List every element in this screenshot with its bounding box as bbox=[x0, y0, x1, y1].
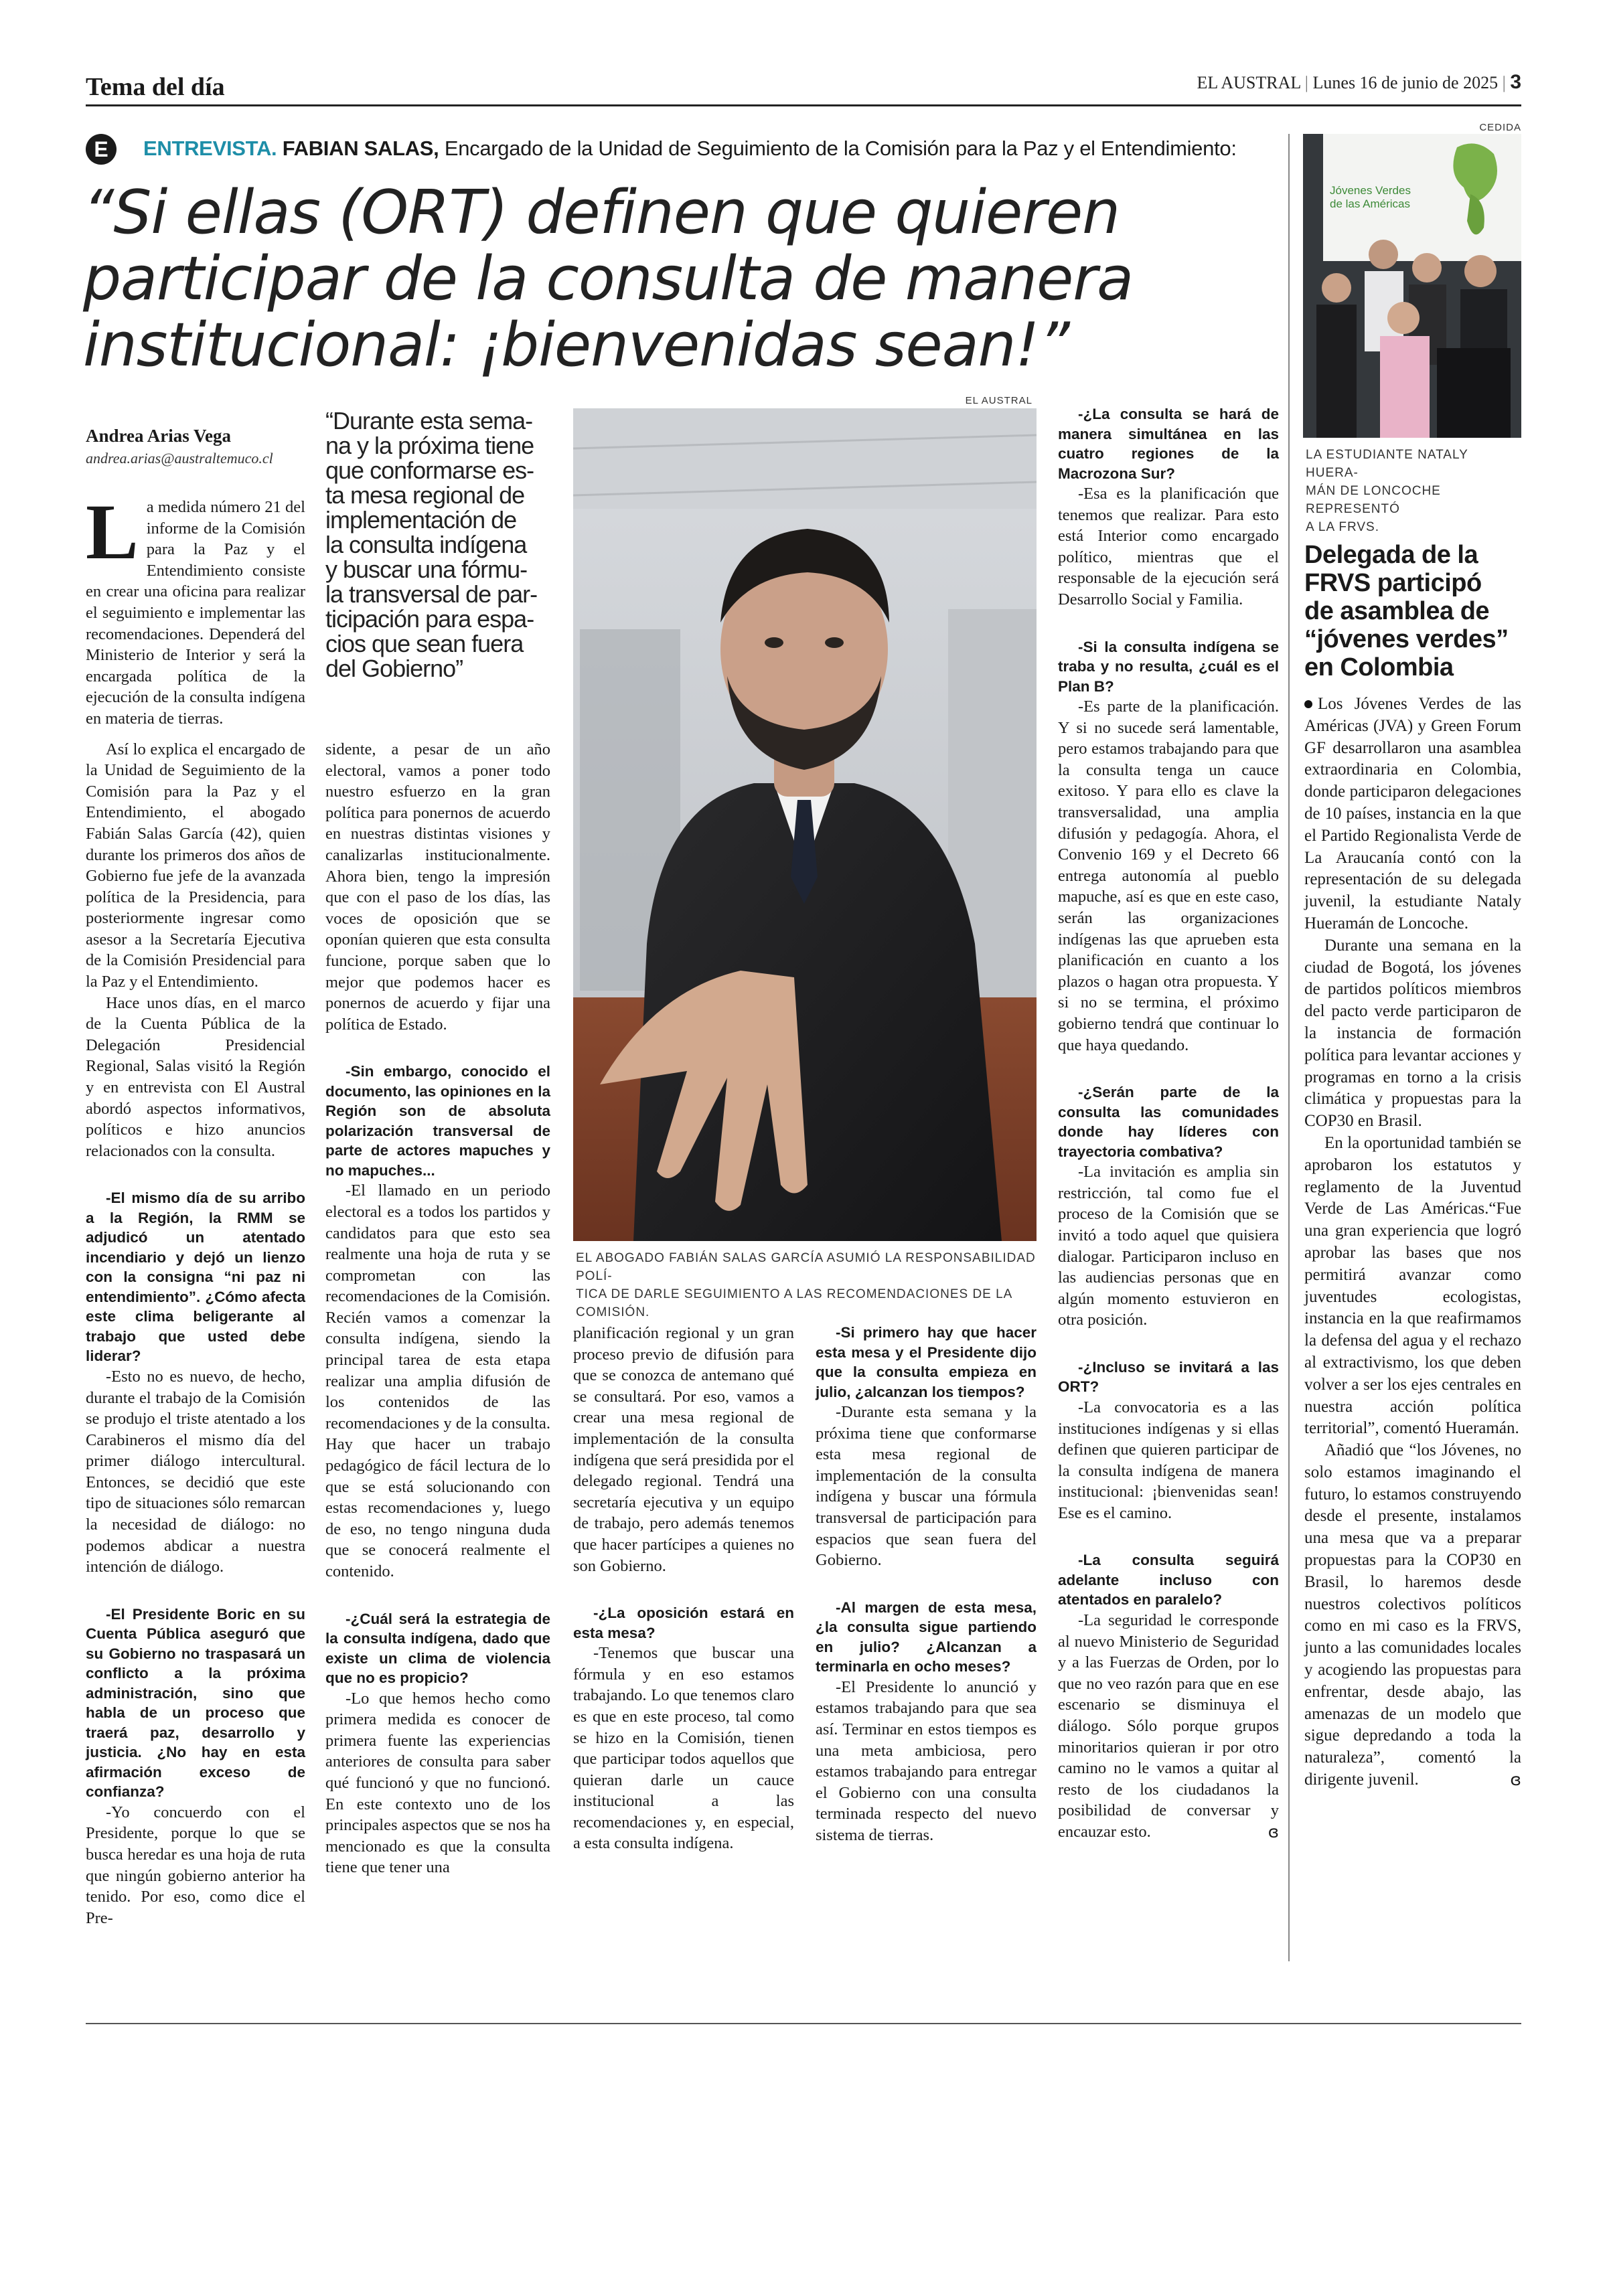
interview-answer: -Durante esta semana y la próxima tiene que conformarse esta mesa regional de implementación de la consulta indígena y buscar una fórmula transversal de participación para espacios que sean fuera del Gobierno. bbox=[816, 1403, 1037, 1570]
kicker-name: FABIAN SALAS, bbox=[282, 137, 439, 160]
interviewee-portrait bbox=[573, 408, 1037, 1241]
sidebar-paragraph: Durante una semana en la ciudad de Bogotá, los jóvenes de partidos políticos miembros del pacto verde participaron de la instancia de formación política para levantar acciones y programas en torno a la crisis climática y propuestas para la COP30 en Brasil. bbox=[1304, 936, 1521, 1131]
sidebar-photo-credit: CEDIDA bbox=[1479, 122, 1521, 133]
kicker-role: Encargado de la Unidad de Seguimiento de la Comisión para la Paz y el Entendimiento: bbox=[444, 137, 1237, 160]
interview-question: -El mismo día de su arribo a la Región, la RMM se adjudicó un atentado incendiario y dejó un lienzo con la consigna “ni paz ni entendimiento”. ¿Cómo afecta este clima beligerante al trabajo que usted debe liderar? bbox=[86, 1190, 305, 1365]
group-photo bbox=[1303, 134, 1521, 438]
interview-answer: -La invitación es amplia sin restricción, tal como fue el proceso de la Comisión que se invitó a todo aquel que quisiera dialogar. Participaron incluso en las audiencias personas que en algún momento estuvieron en otra posición. bbox=[1058, 1163, 1279, 1329]
interview-question: -¿Serán parte de la consulta las comunidades donde hay líderes con trayectoria combativa? bbox=[1058, 1084, 1279, 1160]
sidebar-lead-text: Los Jóvenes Verdes de las Américas (JVA) y Green Forum GF desarrollaron una asamblea extraordinaria en Colombia, donde participaron delegaciones de 10 países, instancia en la que el Partido Regionalista Verde de La Araucanía contó con la representación de su delegada juvenil, la estudiante Nataly Hueramán de Loncoche. bbox=[1304, 695, 1521, 932]
interview-question: -¿La oposición estará en esta mesa? bbox=[573, 1605, 794, 1641]
pull-quote bbox=[325, 408, 566, 681]
interview-question: -La consulta seguirá adelante incluso con atentados en paralelo? bbox=[1058, 1552, 1279, 1609]
pull-quote-line: y buscar una fórmu- bbox=[325, 556, 528, 583]
pull-quote-line: “Durante esta sema- bbox=[325, 407, 533, 434]
interview-answer: -Yo concuerdo con el Presidente, porque lo que se busca heredar es una hoja de ruta que ningún gobierno anterior ha tenido. Por eso, como dice el Pre- bbox=[86, 1803, 305, 1927]
interview-answer: -El Presidente lo anunció y estamos trabajando para que sea así. Terminar en estos tiempos es una meta ambiciosa, pero estamos trabajando para entregar el Gobierno con una consulta terminada respecto del nuevo sistema de tierras. bbox=[816, 1677, 1037, 1844]
sidebar-photo bbox=[1303, 134, 1521, 438]
sidebar-body bbox=[1304, 693, 1521, 1791]
drop-cap: L bbox=[86, 488, 139, 576]
sidebar-title bbox=[1304, 541, 1519, 681]
interview-answer bbox=[1058, 1610, 1279, 1843]
headline-line-2: participar de la consulta de manera bbox=[83, 244, 1133, 314]
header-rule bbox=[86, 104, 1521, 106]
interview-question: -El Presidente Boric en su Cuenta Pública aseguró que su Gobierno no traspasará un conflicto a la próxima administración, sino que habla de un proceso que traerá paz, desarrollo y justicia. ¿No hay en esta afirmación exceso de confianza? bbox=[86, 1605, 305, 1801]
page-number: 3 bbox=[1510, 71, 1521, 93]
sidebar-paragraph bbox=[1304, 1440, 1521, 1791]
pull-quote-line: implementación de bbox=[325, 506, 517, 534]
interview-badge: E bbox=[86, 134, 117, 165]
main-photo bbox=[573, 408, 1037, 1241]
sidebar-title-line-1: Delegada de la bbox=[1304, 541, 1478, 569]
main-caption-line-1: EL ABOGADO FABIÁN SALAS GARCÍA ASUMIÓ LA RESPONSABILIDAD POLÍ- bbox=[576, 1251, 1036, 1283]
interview-question: -Al margen de esta mesa, ¿la consulta sigue partiendo en julio? ¿Alcanzan a terminarla en ocho meses? bbox=[816, 1598, 1037, 1675]
kicker bbox=[86, 134, 1264, 167]
interview-question: -Sin embargo, conocido el documento, las opiniones en la Región son de absoluta polarización transversal de parte de actores mapuches y no mapuches... bbox=[325, 1063, 550, 1179]
footer-rule bbox=[86, 2023, 1521, 2024]
lead-paragraph bbox=[86, 488, 305, 730]
article-column-3 bbox=[573, 1323, 794, 1854]
pull-quote-line: que conformarse es- bbox=[325, 457, 534, 484]
pull-quote-line: na y la próxima tiene bbox=[325, 432, 534, 459]
sidebar-divider bbox=[1288, 134, 1290, 1961]
end-mark-icon: ɞ bbox=[1510, 1770, 1521, 1790]
article-column-4 bbox=[816, 1323, 1037, 1846]
paragraph: Hace unos días, en el marco de la Cuenta Pública de la Delegación Presidencial Regional, Salas visitó la Región y en entrevista con El Austral abordó aspectos informativos, políticos e hizo anuncios relacionados con la consulta. bbox=[86, 993, 305, 1160]
pull-quote-line: ticipación para espa- bbox=[325, 605, 534, 633]
interview-answer: planificación regional y un gran proceso previo de difusión para que se conozca de antemano qué se consultará. Por eso, vamos a crear una mesa regional de implementación de la consulta indígena que será presidida por el delegado regional. Tendrá una secretaría ejecutiva y un equipo de trabajo, pero además tenemos que hacer partícipes a quienes no son Gobierno. bbox=[573, 1324, 794, 1575]
sidebar-title-line-4: “jóvenes verdes” bbox=[1304, 625, 1509, 653]
interview-answer: -Esto no es nuevo, de hecho, durante el trabajo de la Comisión se produjo el triste atentado a los Carabineros el mismo día del primer diálogo intercultural. Entonces, se decidió que este tipo de situaciones sólo remarcan la necesidad de diálogo: no podemos abdicar a nuestra intención de diálogo. bbox=[86, 1367, 305, 1576]
pull-quote-line: del Gobierno” bbox=[325, 655, 463, 682]
bullet-icon bbox=[1304, 700, 1312, 708]
paragraph: Así lo explica el encargado de la Unidad de Seguimiento de la Comisión para la Paz y el Entendimiento, el abogado Fabián Salas García (42), quien durante los primeros dos años de Gobierno fue jefe de la avanzada política de la Presidencia, para posteriormente ingresar como asesor a la Secretaría Ejecutiva de la Comisión Presidencial para la Paz y el Entendimiento. bbox=[86, 740, 305, 991]
byline-author: Andrea Arias Vega bbox=[86, 426, 232, 446]
section-label: Tema del día bbox=[86, 73, 225, 101]
interview-answer: sidente, a pesar de un año electoral, vamos a poner todo nuestro esfuerzo en la gran política para ponernos de acuerdo en nuestras distintas visiones y canalizarlas institucionalmente. Ahora bien, tengo la impresión que con el paso de los días, las voces de oposición que se oponían quieren que esta consulta funcione, porque saben que lo mejor que podemos hacer es ponernos de acuerdo y fijar una política de Estado. bbox=[325, 740, 550, 1034]
pull-quote-line: cios que sean fuera bbox=[325, 630, 524, 657]
paper-name: EL AUSTRAL bbox=[1197, 73, 1301, 92]
headline bbox=[83, 179, 1288, 378]
pull-quote-line: ta mesa regional de bbox=[325, 481, 525, 509]
sidebar-title-line-5: en Colombia bbox=[1304, 653, 1454, 681]
article-column-1 bbox=[86, 488, 305, 1929]
interview-question: -¿Incluso se invitará a las ORT? bbox=[1058, 1358, 1279, 1396]
sidebar-caption-line-2: MÁN DE LONCOCHE REPRESENTÓ bbox=[1306, 484, 1441, 516]
interview-answer: -Tenemos que buscar una fórmula y en eso estamos trabajando. Lo que tenemos claro es que en este proceso, tal como se hizo en la Comisión, tienen que participar todos aquellos que quieran darle un cauce institucional a las recomendaciones y, en especial, a esta consulta indígena. bbox=[573, 1644, 794, 1853]
interview-question: -Si primero hay que hacer esta mesa y el Presidente dijo que la consulta empieza en julio, ¿alcanzan los tiempos? bbox=[816, 1324, 1037, 1400]
banner-text-1: Jóvenes Verdes bbox=[1330, 184, 1411, 197]
lead-text: a medida número 21 del informe de la Comisión para la Paz y el Entendimiento consiste en crear una oficina para realizar el seguimiento e implementar las recomendaciones. Dependerá del Ministerio de Interior y será la encargada política de la ejecución de la consulta indígena en materia de tierras. bbox=[86, 498, 305, 728]
article-column-5 bbox=[1058, 404, 1279, 1843]
interview-answer: -El llamado en un periodo electoral es a todos los partidos y candidatos para que esto sea realmente una hoja de ruta y se comprometan con las recomendaciones de la Comisión. Recién vamos a comenzar la consulta indígena, siendo la principal tarea de esta etapa realizar una amplia difusión de los contenidos de las recomendaciones y de la consulta. Hay que hacer un trabajo pedagógico de fácil lectura de lo que se está solucionando con estas recomendaciones y, luego de eso, no tengo ninguna duda que se conocerá realmente el contenido. bbox=[325, 1181, 550, 1580]
sidebar-final-text: Añadió que “los Jóvenes, no solo estamos imaginando el futuro, lo estamos construyendo desde el presente, instalamos una mesa que va a preparar propuestas para la COP30 en Brasil, lo haremos desde nuestros colectivos políticos como en mi caso es la FRVS, junto a las comunidades locales y acogiendo las propuestas para enfrentar, desde abajo, las amenazas de un modelo que sigue depredando a toda la naturaleza”, comentó la dirigente juvenil. bbox=[1304, 1441, 1521, 1789]
sidebar-title-line-3: de asamblea de bbox=[1304, 597, 1490, 625]
article-column-2 bbox=[325, 739, 550, 1878]
sidebar-lead bbox=[1304, 693, 1521, 935]
folio: EL AUSTRAL | Lunes 16 de junio de 2025 | 3 bbox=[1197, 71, 1521, 93]
interview-question: -Si la consulta indígena se traba y no resulta, ¿cuál es el Plan B? bbox=[1058, 638, 1279, 695]
banner-text-2: de las Américas bbox=[1330, 197, 1410, 210]
sidebar-caption-line-3: A LA FRVS. bbox=[1306, 520, 1379, 534]
headline-line-1: “Si ellas (ORT) definen que quieren bbox=[83, 177, 1120, 248]
sidebar-photo-caption bbox=[1306, 446, 1520, 536]
pull-quote-line: la transversal de par- bbox=[325, 580, 538, 608]
headline-line-3: institucional: ¡bienvenidas sean!” bbox=[83, 310, 1069, 380]
interview-answer: -Es parte de la planificación. Y si no sucede será lamentable, pero estamos trabajando para que la consulta tenga un cauce exitoso. Y para ello es clave la transversalidad, una amplia difusión y pedagogía. Ahora, el Convenio 169 y el Decreto 66 entrega autonomía al pueblo mapuche, así es que en este caso, serán las organizaciones indígenas las que aprueben esta planificación en cuanto a los plazos o hagan otra propuesta. Y si no se termina, el próximo gobierno tendrá que continuar lo que haya quedando. bbox=[1058, 698, 1279, 1054]
pull-quote-line: la consulta indígena bbox=[325, 531, 527, 558]
main-photo-credit: EL AUSTRAL bbox=[965, 395, 1032, 406]
main-photo-caption bbox=[576, 1249, 1038, 1321]
kicker-label: ENTREVISTA. bbox=[143, 137, 277, 160]
final-answer-text: -La seguridad le corresponde al nuevo Ministerio de Seguridad y a las Fuerzas de Orden, por lo que no veo razón para que en ese escenario se disminuya el diálogo. Sólo porque grupos minoritarios quieran ir por otro camino no le vamos a quitar al resto de los ciudadanos la posibilidad de conversar y encauzar esto. bbox=[1058, 1611, 1279, 1841]
interview-question: -¿La consulta se hará de manera simultánea en las cuatro regiones de la Macrozona Sur? bbox=[1058, 406, 1279, 482]
interview-answer: -Lo que hemos hecho como primera medida es conocer de primera fuente las experiencias anteriores de consulta para saber qué funcionó y que no funcionó. En este contexto uno de los principales aspectos que se nos ha mencionado es que la consulta tiene que tener una bbox=[325, 1689, 550, 1877]
main-caption-line-2: TICA DE DARLE SEGUIMIENTO A LAS RECOMENDACIONES DE LA COMISIÓN. bbox=[576, 1287, 1012, 1319]
interview-question: -¿Cuál será la estrategia de la consulta indígena, dado que existe un clima de violencia que no es propicio? bbox=[325, 1610, 550, 1687]
sidebar-caption-line-1: LA ESTUDIANTE NATALY HUERA- bbox=[1306, 448, 1468, 480]
issue-date: Lunes 16 de junio de 2025 bbox=[1312, 73, 1499, 92]
interview-answer: -Esa es la planificación que tenemos que realizar. Para esto está Interior como encargado político, mientras que el responsable de la ejecución será Desarrollo Social y Familia. bbox=[1058, 485, 1279, 608]
byline-email[interactable]: andrea.arias@australtemuco.cl bbox=[86, 450, 273, 467]
interview-answer: -La convocatoria es a las instituciones indígenas y si ellas definen que quieren participar de la consulta indígena de manera institucional: ¡bienvenidas sean! Ese es el camino. bbox=[1058, 1398, 1279, 1522]
sidebar-paragraph: En la oportunidad también se aprobaron los estatutos y reglamento de la Juventud Verde de Las Américas.“Fue una gran experiencia que logró aprobar las bases que nos permitirá avanzar como juventudes ecologistas, instancia en la que reafirmamos la defensa del agua y el rechazo al extractivismo, los que deben volver a ser los ejes centrales en nuestra acción política territorial”, comentó Hueramán. bbox=[1304, 1133, 1521, 1438]
end-mark-icon: ɞ bbox=[1268, 1821, 1279, 1841]
sidebar-title-line-2: FRVS participó bbox=[1304, 569, 1482, 597]
